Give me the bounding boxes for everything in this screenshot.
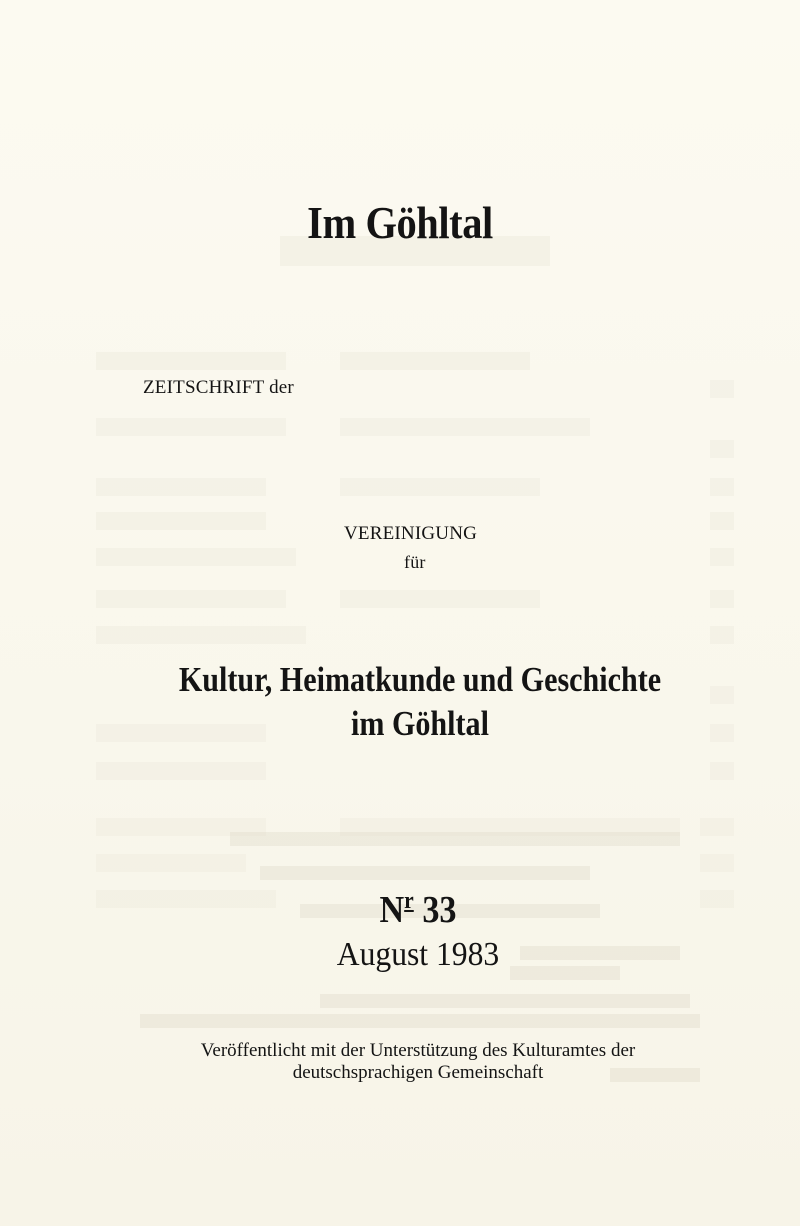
- association-name: [59, 658, 781, 746]
- issue-date: August 1983: [336, 936, 500, 973]
- publisher-note: [0, 1040, 800, 1084]
- vereinigung-line: VEREINIGUNG: [344, 523, 478, 544]
- publisher-note-line-1: Veröffentlicht mit der Unterstützung des Kulturamtes der: [200, 1040, 636, 1061]
- fuer-line: für: [404, 552, 426, 572]
- association-name-line-2: im Göhltal: [351, 704, 489, 743]
- association-name-line-1: Kultur, Heimatkunde und Geschichte: [178, 660, 662, 699]
- issue-number-value: 33: [422, 889, 457, 931]
- issue-number: [42, 888, 794, 932]
- publisher-note-line-2: deutschsprachigen Gemeinschaft: [292, 1062, 544, 1083]
- journal-title: Im Göhltal: [307, 197, 493, 248]
- zeitschrift-line: ZEITSCHRIFT der: [143, 377, 294, 398]
- issue-prefix: N: [379, 889, 405, 931]
- issue-prefix-sup: r: [404, 888, 414, 914]
